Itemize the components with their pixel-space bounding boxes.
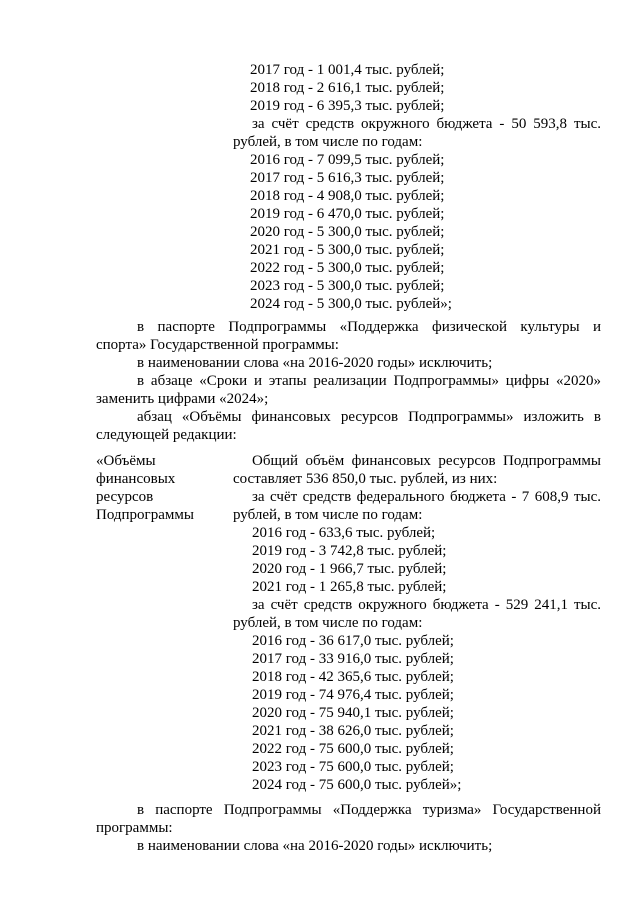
- year-line: 2019 год - 74 976,4 тыс. рублей;: [252, 687, 454, 703]
- table-label-line: финансовых: [96, 471, 176, 487]
- year-line: 2019 год - 6 470,0 тыс. рублей;: [250, 206, 445, 222]
- year-line: 2017 год - 1 001,4 тыс. рублей;: [250, 62, 445, 78]
- total-line: Общий объём финансовых ресурсов Подпрограммы: [252, 453, 601, 469]
- year-line: 2021 год - 38 626,0 тыс. рублей;: [252, 723, 454, 739]
- paragraph-line: следующей редакции:: [96, 427, 237, 443]
- paragraph-line: в наименовании слова «на 2016-2020 годы» исключить;: [137, 838, 493, 854]
- year-line: 2018 год - 42 365,6 тыс. рублей;: [252, 669, 454, 685]
- year-line: 2021 год - 5 300,0 тыс. рублей;: [250, 242, 445, 258]
- year-line: 2020 год - 1 966,7 тыс. рублей;: [252, 561, 447, 577]
- year-line: 2016 год - 7 099,5 тыс. рублей;: [250, 152, 445, 168]
- total-line-cont: составляет 536 850,0 тыс. рублей, из них:: [233, 471, 498, 487]
- year-line: 2017 год - 5 616,3 тыс. рублей;: [250, 170, 445, 186]
- paragraph-line: в паспорте Подпрограммы «Поддержка физической культуры и: [137, 319, 601, 335]
- paragraph-line: абзац «Объёмы финансовых ресурсов Подпрограммы» изложить в: [137, 409, 601, 425]
- year-line: 2016 год - 633,6 тыс. рублей;: [252, 525, 436, 541]
- year-line: 2023 год - 75 600,0 тыс. рублей;: [252, 759, 454, 775]
- okrug-budget-line-cont: рублей, в том числе по годам:: [233, 615, 423, 631]
- okrug-budget-line-cont: рублей, в том числе по годам:: [233, 134, 423, 150]
- year-line: 2024 год - 75 600,0 тыс. рублей»;: [252, 777, 462, 793]
- year-line: 2021 год - 1 265,8 тыс. рублей;: [252, 579, 447, 595]
- year-line: 2022 год - 75 600,0 тыс. рублей;: [252, 741, 454, 757]
- federal-budget-line-cont: рублей, в том числе по годам:: [233, 507, 423, 523]
- table-label-line: «Объёмы: [96, 453, 156, 469]
- table-label-line: ресурсов: [96, 489, 154, 505]
- year-line: 2020 год - 5 300,0 тыс. рублей;: [250, 224, 445, 240]
- paragraph-line: в наименовании слова «на 2016-2020 годы» исключить;: [137, 355, 493, 371]
- federal-budget-line: за счёт средств федерального бюджета - 7 608,9 тыс.: [252, 489, 601, 505]
- paragraph-line: заменить цифрами «2024»;: [96, 391, 269, 407]
- paragraph-line: программы:: [96, 820, 173, 836]
- paragraph-line: в абзаце «Сроки и этапы реализации Подпрограммы» цифры «2020»: [137, 373, 601, 389]
- year-line: 2017 год - 33 916,0 тыс. рублей;: [252, 651, 454, 667]
- year-line: 2019 год - 6 395,3 тыс. рублей;: [250, 98, 445, 114]
- year-line: 2022 год - 5 300,0 тыс. рублей;: [250, 260, 445, 276]
- year-line: 2018 год - 4 908,0 тыс. рублей;: [250, 188, 445, 204]
- year-line: 2024 год - 5 300,0 тыс. рублей»;: [250, 296, 452, 312]
- year-line: 2016 год - 36 617,0 тыс. рублей;: [252, 633, 454, 649]
- year-line: 2020 год - 75 940,1 тыс. рублей;: [252, 705, 454, 721]
- year-line: 2018 год - 2 616,1 тыс. рублей;: [250, 80, 445, 96]
- paragraph-line: спорта» Государственной программы:: [96, 337, 339, 353]
- okrug-budget-line: за счёт средств окружного бюджета - 529 241,1 тыс.: [252, 597, 601, 613]
- year-line: 2019 год - 3 742,8 тыс. рублей;: [252, 543, 447, 559]
- okrug-budget-line: за счёт средств окружного бюджета - 50 593,8 тыс.: [252, 116, 601, 132]
- paragraph-line: в паспорте Подпрограммы «Поддержка туризма» Государственной: [137, 802, 601, 818]
- year-line: 2023 год - 5 300,0 тыс. рублей;: [250, 278, 445, 294]
- table-label-line: Подпрограммы: [96, 507, 194, 523]
